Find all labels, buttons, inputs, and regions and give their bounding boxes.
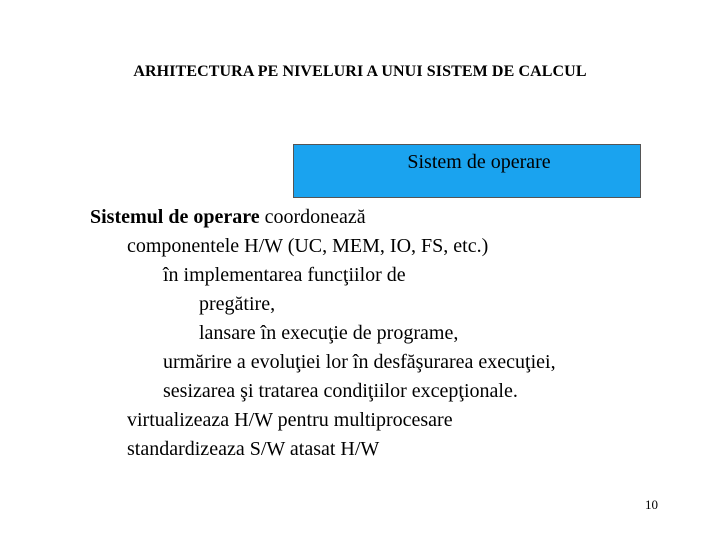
body-heading-bold: Sistemul de operare — [90, 206, 260, 228]
body-heading-line — [90, 205, 366, 229]
body-line-implementation: în implementarea funcţiilor de — [163, 264, 406, 286]
body-heading-rest: coordonează — [259, 206, 366, 228]
page-number: 10 — [645, 497, 658, 512]
operating-system-box-label: Sistem de operare — [407, 151, 551, 173]
body-line-tracking: urmărire a evoluţiei lor în desfăşurarea execuţiei, — [163, 351, 556, 373]
slide-title: ARHITECTURA PE NIVELURI A UNUI SISTEM DE CALCUL — [133, 63, 587, 80]
body-line-preparation: pregătire, — [199, 293, 276, 315]
body-line-components: componentele H/W (UC, MEM, IO, FS, etc.) — [127, 235, 489, 257]
body-line-exceptions: sesizarea şi tratarea condiţiilor excepţionale. — [163, 380, 518, 402]
body-line-launch: lansare în execuţie de programe, — [199, 322, 459, 344]
operating-system-box — [293, 144, 641, 198]
body-line-virtualization: virtualizeaza H/W pentru multiprocesare — [127, 409, 453, 431]
body-line-standardization: standardizeaza S/W atasat H/W — [127, 438, 380, 460]
